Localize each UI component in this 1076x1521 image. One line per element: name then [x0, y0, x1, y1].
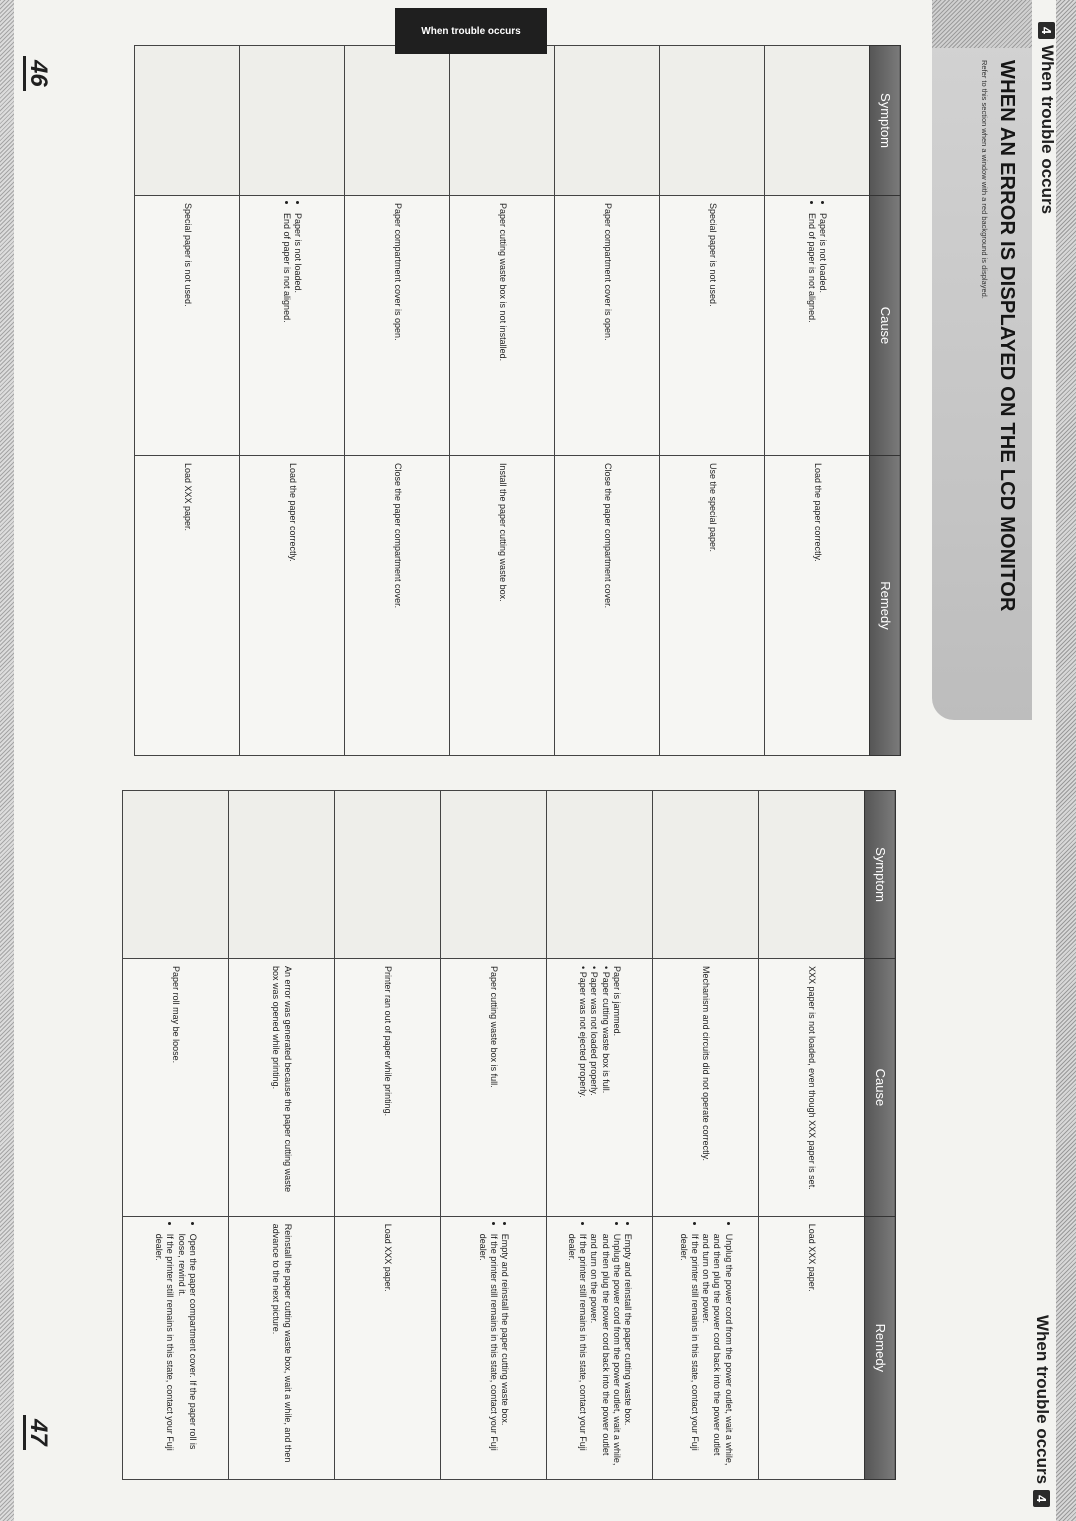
remedy-cell	[229, 1216, 335, 1479]
remedy-item: • If the printer still remains in this state, contact your Fuji dealer.	[566, 1234, 589, 1472]
symptom-cell	[123, 791, 229, 959]
chapter-header-right	[1032, 1315, 1052, 1507]
remedy-item: • If the printer still remains in this state, contact your Fuji dealer.	[153, 1234, 176, 1472]
cause-text: • Paper was not loaded properly.	[589, 966, 600, 1096]
cause-cell	[335, 959, 441, 1217]
cause-cell	[653, 959, 759, 1217]
cause-text: Paper compartment cover is open.	[602, 203, 613, 341]
cause-cell	[555, 196, 660, 456]
header-remedy: Remedy	[865, 1216, 896, 1479]
cause-text: Paper is jammed.	[612, 966, 622, 1037]
cause-text: • Paper cutting waste box is full.	[600, 966, 611, 1094]
page-number-right: 47	[23, 1415, 50, 1450]
chapter-number-badge: 4	[1039, 22, 1056, 39]
remedy-text: Load the paper correctly.	[812, 463, 823, 562]
remedy-item: • Unplug the power cord from the power outlet, wait a while, and then plug the power cord back into the power outlet and turn on the power.	[700, 1234, 734, 1472]
cause-list	[806, 203, 829, 448]
remedy-item: • If the printer still remains in this state, contact your Fuji dealer.	[677, 1234, 700, 1472]
symptom-cell	[765, 46, 870, 196]
cause-text: An error was generated because the paper cutting waste box was opened while printing.	[271, 966, 293, 1193]
cause-cell	[229, 959, 335, 1217]
cause-cell	[240, 196, 345, 456]
cause-item: • End of paper is not aligned.	[281, 213, 292, 448]
table-row	[345, 46, 450, 756]
header-symptom: Symptom	[865, 791, 896, 959]
remedy-list	[477, 1224, 511, 1472]
section-tab-label: When trouble occurs	[421, 25, 521, 37]
cause-text: Paper roll may be loose.	[171, 966, 182, 1064]
remedy-cell	[450, 456, 555, 756]
table-row	[123, 791, 229, 1480]
remedy-item: • Unplug the power cord from the power outlet, wait a while, and then plug the power cord back into the power outlet and turn on the power.	[588, 1234, 622, 1472]
table-row	[240, 46, 345, 756]
cause-item: • Paper is not loaded.	[817, 213, 828, 448]
remedy-cell	[555, 456, 660, 756]
cause-cell	[547, 959, 653, 1217]
symptom-cell	[547, 791, 653, 959]
error-table-left	[134, 45, 901, 756]
remedy-list	[566, 1224, 634, 1472]
page-title: WHEN AN ERROR IS DISPLAYED ON THE LCD MONITOR	[996, 60, 1018, 612]
table-row	[135, 46, 240, 756]
remedy-cell	[123, 1216, 229, 1479]
remedy-cell	[660, 456, 765, 756]
table-row	[765, 46, 870, 756]
cause-cell	[450, 196, 555, 456]
table-row	[441, 791, 547, 1480]
cause-text: Special paper is not used.	[707, 203, 718, 307]
cause-text: XXX paper is not loaded, even though XXX paper is set.	[807, 966, 818, 1190]
remedy-cell	[345, 456, 450, 756]
chapter-number-badge-right: 4	[1034, 1490, 1051, 1507]
remedy-cell	[335, 1216, 441, 1479]
symptom-cell	[229, 791, 335, 959]
cause-cell	[660, 196, 765, 456]
remedy-text: Reinstall the paper cutting waste box, wait a while, and then advance to the next picture.	[271, 1223, 293, 1463]
symptom-cell	[450, 46, 555, 196]
cause-text: Paper cutting waste box is full.	[489, 966, 500, 1088]
symptom-cell	[441, 791, 547, 959]
remedy-item: • If the printer still remains in this state, contact your Fuji dealer.	[477, 1234, 500, 1472]
cause-cell	[135, 196, 240, 456]
bottom-hatch-band	[0, 0, 14, 1521]
symptom-cell	[653, 791, 759, 959]
remedy-text: Use the special paper.	[707, 463, 718, 553]
top-hatch-band	[1056, 0, 1076, 1521]
cause-cell	[345, 196, 450, 456]
remedy-text: Load XXX paper.	[807, 1223, 818, 1292]
remedy-text: Load XXX paper.	[182, 463, 193, 532]
chapter-title-right: When trouble occurs	[1033, 1315, 1052, 1485]
remedy-cell	[765, 456, 870, 756]
cause-text: Special paper is not used.	[182, 203, 193, 307]
remedy-text: Install the paper cutting waste box.	[497, 463, 508, 602]
remedy-cell	[240, 456, 345, 756]
symptom-cell	[135, 46, 240, 196]
cause-text: Printer ran out of paper while printing.	[383, 966, 394, 1117]
remedy-text: Load XXX paper.	[383, 1223, 394, 1292]
symptom-cell	[240, 46, 345, 196]
header-remedy: Remedy	[870, 456, 901, 756]
page-number-left: 46	[23, 56, 50, 91]
table-header-row	[870, 46, 901, 756]
remedy-item: • Empty and reinstall the paper cutting waste box.	[622, 1234, 633, 1472]
cause-list	[281, 203, 304, 448]
header-cause: Cause	[865, 959, 896, 1217]
symptom-cell	[759, 791, 865, 959]
header-symptom: Symptom	[870, 46, 901, 196]
header-cause: Cause	[870, 196, 901, 456]
table-row	[555, 46, 660, 756]
cause-cell	[765, 196, 870, 456]
remedy-cell	[547, 1216, 653, 1479]
remedy-item: • Open the paper compartment cover. If the paper roll is loose, rewind it.	[176, 1234, 199, 1472]
error-table-right	[122, 790, 896, 1480]
symptom-cell	[335, 791, 441, 959]
remedy-cell	[135, 456, 240, 756]
table-row	[653, 791, 759, 1480]
chapter-title: When trouble occurs	[1038, 45, 1057, 215]
table-row	[450, 46, 555, 756]
cause-text: Mechanism and circuits did not operate correctly.	[701, 966, 712, 1161]
cause-item: • Paper is not loaded.	[292, 213, 303, 448]
remedy-text: Load the paper correctly.	[287, 463, 298, 562]
table-row	[759, 791, 865, 1480]
remedy-item: • Empty and reinstall the paper cutting waste box.	[499, 1234, 510, 1472]
remedy-text: Close the paper compartment cover.	[392, 463, 403, 609]
table-row	[660, 46, 765, 756]
table-row	[547, 791, 653, 1480]
cause-text: • Paper was not ejected properly.	[578, 966, 589, 1098]
remedy-cell	[759, 1216, 865, 1479]
remedy-list	[677, 1224, 733, 1472]
symptom-cell	[660, 46, 765, 196]
table-row	[335, 791, 441, 1480]
cause-text: Paper cutting waste box is not installed.	[497, 203, 508, 362]
table-row	[229, 791, 335, 1480]
cause-item: • End of paper is not aligned.	[806, 213, 817, 448]
remedy-cell	[441, 1216, 547, 1479]
page-subtitle: Refer to this section when a window with a red background is displayed.	[980, 60, 989, 299]
symptom-cell	[345, 46, 450, 196]
cause-cell	[759, 959, 865, 1217]
symptom-cell	[555, 46, 660, 196]
remedy-cell	[653, 1216, 759, 1479]
remedy-text: Close the paper compartment cover.	[602, 463, 613, 609]
section-tab	[395, 8, 547, 54]
table-header-row	[865, 791, 896, 1480]
banner-hatch	[932, 0, 1032, 48]
cause-text: Paper compartment cover is open.	[392, 203, 403, 341]
chapter-header-left	[1034, 22, 1060, 214]
cause-cell	[123, 959, 229, 1217]
remedy-list	[153, 1224, 198, 1472]
cause-cell	[441, 959, 547, 1217]
